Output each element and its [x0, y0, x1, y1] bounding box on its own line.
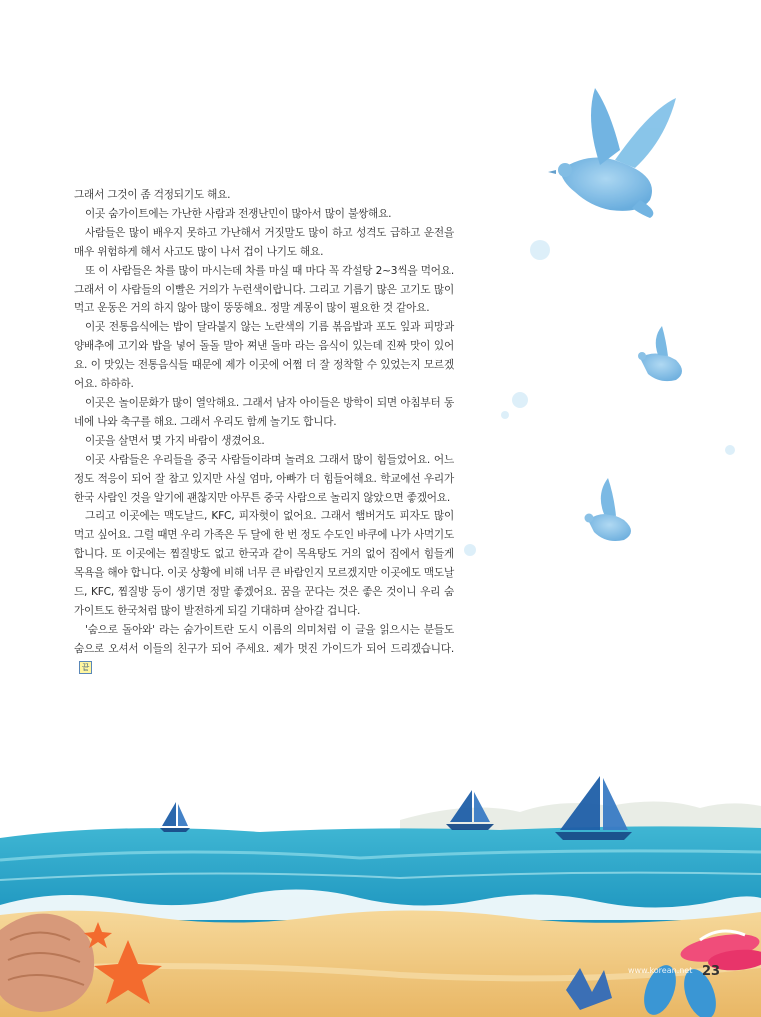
sailboat-small: [160, 802, 190, 832]
article-body: [74, 186, 454, 678]
paragraph-5: 이곳 전통음식에는 밥이 달라붙지 않는 노란색의 기름 볶음밥과 포도 잎과 피망과 양배추에 고기와 밥을 넣어 돌돌 말아 쪄낸 돌마 라는 음식이 있는데 진짜 맛이 있어요. 이 맛있는 전통음식들 때문에 제가 이곳에 어쩜 더 잘 정착할 수 있었는지 모르겠어요. 하하하.: [74, 321, 454, 391]
paragraph-1: 그래서 그것이 좀 걱정되기도 해요.: [74, 189, 231, 201]
paragraph-8: 이곳 사람들은 우리들을 중국 사람들이라며 놀려요 그래서 많이 힘들었어요. 어느 정도 적응이 되어 잘 참고 있지만 사실 엄마, 아빠가 더 힘들어해요. 학교에선 우리가 한국 사람인 것을 알기에 괜찮지만 아무튼 중국 사람으로 놀리지 않았으면 좋겠어요.: [74, 453, 454, 504]
paragraph-2: 이곳 숨가이트에는 가난한 사람과 전쟁난민이 많아서 많이 불쌍해요.: [85, 207, 392, 220]
footer-url: www.korean.net: [628, 966, 693, 975]
paragraph-9: 그리고 이곳에는 맥도날드, KFC, 피자헛이 없어요. 그래서 햄버거도 피자도 많이 먹고 싶어요. 그럴 때면 우리 가족은 두 달에 한 번 정도 수도인 바쿠에 나가 사먹기도 합니다. 또 이곳에는 찜질방도 없고 한국과 같이 목욕탕도 거의 없어 집에서 힘들게 목욕을 해야 합니다. 이곳 상황에 비해 너무 큰 바람인지 모르겠지만 이곳에도 맥도날드, KFC, 찜질방 등이 생기면 정말 좋겠어요. 꿈을 꾼다는 것은 좋은 것이니 우리 숨가이트도 한국처럼 많이 발전하게 되길 기대하며 살아갈 겁니다.: [74, 510, 454, 617]
dove-small-1: [638, 326, 682, 381]
paragraph-4: 또 이 사람들은 차를 많이 마시는데 차를 마실 때 마다 꼭 각설탕 2~3씩을 먹어요. 그래서 이 사람들의 이빨은 거의가 누런색이랍니다. 그리고 기름기 많은 고기도 많이 먹고 운동은 거의 하지 않아 많이 뚱뚱해요. 정말 계몽이 많이 필요한 것 같아요.: [74, 264, 454, 315]
paragraph-3: 사람들은 많이 배우지 못하고 가난해서 거짓말도 많이 하고 성격도 급하고 운전을 매우 위험하게 해서 사고도 많이 나서 겁이 나기도 해요.: [74, 226, 454, 258]
dove-large: [548, 88, 676, 218]
paragraph-10: [74, 621, 454, 678]
paragraph-7: 이곳을 살면서 몇 가지 바람이 생겼어요.: [85, 434, 265, 447]
seashell: [0, 914, 94, 1012]
end-mark-icon: 끝: [79, 661, 92, 674]
bubbles: [464, 240, 735, 556]
page-number: 23: [702, 964, 721, 979]
paragraph-6: 이곳은 놀이문화가 많이 열악해요. 그래서 남자 아이들은 방학이 되면 아침부터 동네에 나와 축구를 해요. 그래서 우리도 함께 놀기도 합니다.: [74, 396, 454, 428]
paragraph-10-text: '숨으로 돌아와' 라는 숨가이트란 도시 이름의 의미처럼 이 글을 읽으시는 분들도 숨으로 오셔서 이들의 친구가 되어 주세요. 제가 멋진 가이드가 되어 드리겠습니다.: [74, 623, 454, 655]
dove-small-2: [585, 478, 632, 541]
